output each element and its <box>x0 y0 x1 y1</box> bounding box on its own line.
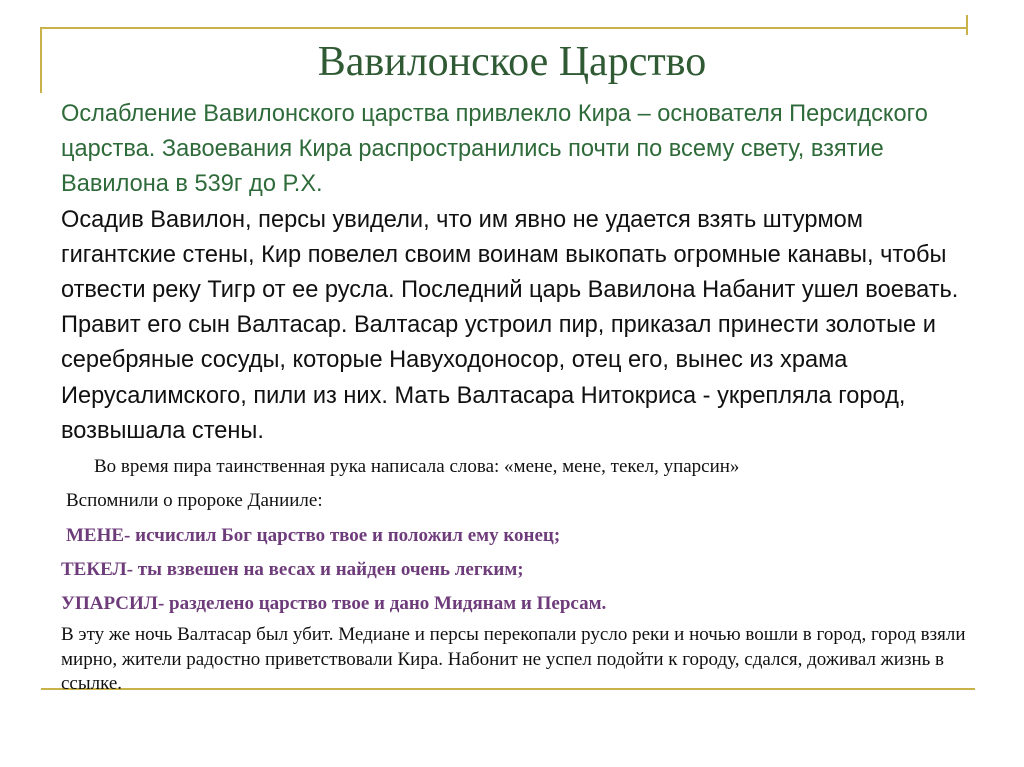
slide-title: Вавилонское Царство <box>317 39 707 85</box>
mene-line: МЕНЕ- исчислил Бог царство твое и положил ему конец; <box>66 525 561 547</box>
right-decorative-rule <box>966 15 968 35</box>
siege-paragraph: Осадив Вавилон, персы увидели, что им явно не удается взять штурмом гигантские стены, Кир повелел своим воинам выкопать огромные канавы, чтобы отвести реку Тигр от ее русла. Последний царь Вавилона Набанит ушел воевать. Правит его сын Валтасар. Валтасар устроил пир, приказал принести золотые и серебряные сосуды, которые Навуходоносор, отец его, вынес из храма Иерусалимского, пили из них. Мать Валтасара Нитокриса - укрепляла город, возвышала стены. <box>61 206 959 444</box>
top-decorative-rule <box>41 27 967 29</box>
slide-body <box>61 97 981 697</box>
feast-line: Во время пира таинственная рука написала слова: «мене, мене, текел, упарсин» <box>94 456 740 478</box>
daniel-line: Вспомнили о пророке Данииле: <box>66 490 323 512</box>
intro-paragraph: Ослабление Вавилонского царства привлекло Кира – основателя Персидского царства. Завоевания Кира распространились почти по всему свету, взятие Вавилона в 539г до Р.Х. <box>61 101 928 198</box>
upharsin-line: УПАРСИЛ- разделено царство твое и дано Мидянам и Персам. <box>61 593 607 615</box>
closing-paragraph: В эту же ночь Валтасар был убит. Медиане и персы перекопали русло реки и ночью вошли в город, город взяли мирно, жители радостно приветствовали Кира. Набонит не успел подойти к городу, сдался, доживал жизнь в ссылке. <box>61 624 966 695</box>
tekel-line: ТЕКЕЛ- ты взвешен на весах и найден очень легким; <box>61 559 524 581</box>
